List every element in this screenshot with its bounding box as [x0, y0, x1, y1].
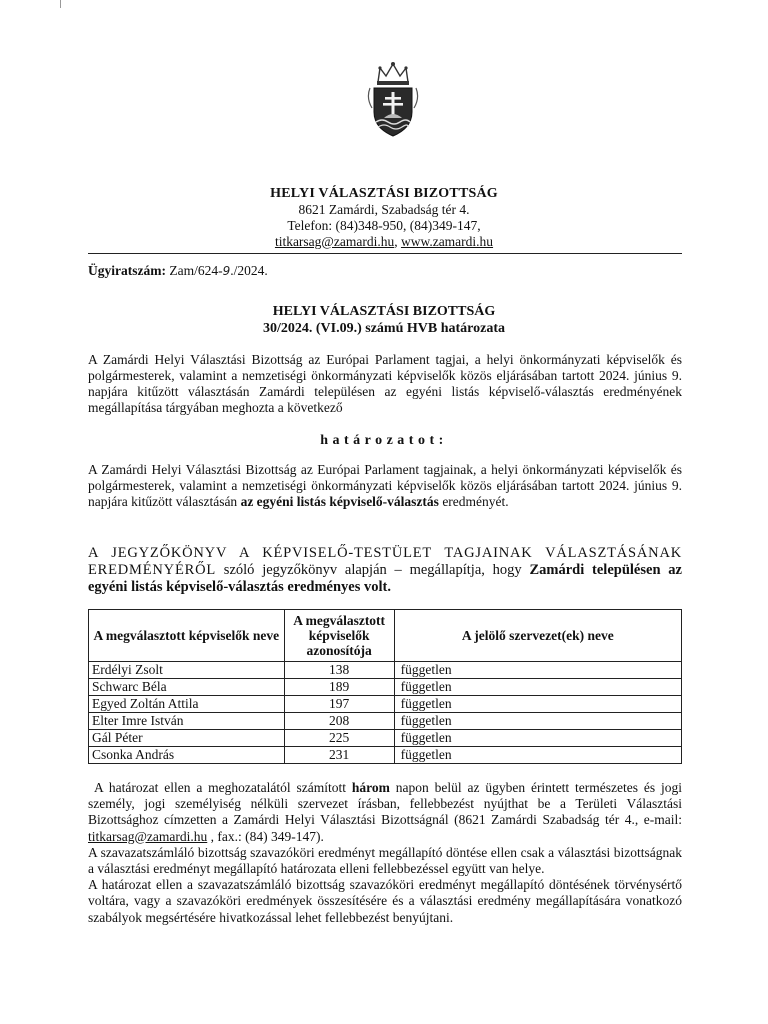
cell-name: Elter Imre István [89, 713, 285, 730]
remedy-section [88, 780, 682, 926]
resolution-title-line1: HELYI VÁLASZTÁSI BIZOTTSÁG [272, 304, 496, 319]
cell-id: 225 [284, 730, 394, 747]
header-id: A megválasztott képviselők azonosítója [284, 610, 394, 662]
intro-paragraph: A Zamárdi Helyi Választási Bizottság az Európai Parlament tagjai, a helyi önkormányzati képviselők és polgármesterek, valamint a nemzetiségi önkormányzati képviselők közös eljárásában tartott 2024. június 9. napjára kitűzött választásán Zamárdi településen az egyéni listás képviselő-választás eredményének megállapítása tárgyában meghozta a következő [88, 352, 682, 415]
resolution-title [0, 303, 768, 337]
cell-id: 208 [284, 713, 394, 730]
case-number-handwritten: 9 [222, 264, 231, 278]
remedy-p1-b: napon belül az ügyben érintett természetes és jogi személy, jogi személyiség nélküli szervezet írásban, fellebbezést nyújthat be a Területi Választási Bizottsághoz címzetten a Zamárdi Helyi Választási Bizottságnál (8621 Zamárdi Szabadság tér 4., e-mail: [88, 780, 683, 828]
cell-name: Schwarc Béla [89, 679, 285, 696]
letterhead-links-separator: , [394, 234, 401, 249]
cell-id: 231 [284, 747, 394, 764]
cell-name: Egyed Zoltán Attila [89, 696, 285, 713]
cell-org: független [394, 662, 681, 679]
header-divider [88, 253, 682, 254]
coat-of-arms-icon [364, 58, 422, 138]
elected-representatives-table [88, 609, 682, 764]
cell-id: 197 [284, 696, 394, 713]
header-org: A jelölő szervezet(ek) neve [394, 610, 681, 662]
table-row [89, 696, 682, 713]
header-name: A megválasztott képviselők neve [89, 610, 285, 662]
letterhead-org: HELYI VÁLASZTÁSI BIZOTTSÁG [270, 186, 498, 201]
cell-org: független [394, 696, 681, 713]
case-number [88, 263, 268, 279]
minutes-paragraph [88, 545, 682, 596]
letterhead-address: 8621 Zamárdi, Szabadság tér 4. [298, 202, 470, 217]
remedy-paragraph-2: A szavazatszámláló bizottság szavazóköri eredményt megállapító döntése ellen csak a választási bizottságnak a választási eredményt megállapító határozata elleni fellebbezéssel együtt van helye. [88, 844, 682, 877]
letterhead-links [0, 234, 768, 250]
remedy-paragraph-1 [88, 780, 682, 845]
table-row [89, 679, 682, 696]
table-header-row [89, 610, 682, 662]
scan-mark [60, 0, 69, 8]
table-row [89, 747, 682, 764]
cell-name: Gál Péter [89, 730, 285, 747]
minutes-caps: A JEGYZŐKÖNYV A KÉPVISELŐ-TESTÜLET TAGJAINAK VÁLASZTÁSÁNAK EREDMÉNYÉRŐL [88, 545, 682, 578]
cell-id: 189 [284, 679, 394, 696]
decision-end: eredményét. [438, 494, 509, 509]
minutes-mid: szóló jegyzőkönyv alapján – megállapítja, hogy [216, 562, 530, 578]
case-number-suffix: ./2024. [230, 263, 268, 278]
decision-paragraph [88, 462, 682, 510]
letterhead-phone: Telefon: (84)348-950, (84)349-147, [287, 218, 481, 233]
cell-name: Csonka András [89, 747, 285, 764]
remedy-paragraph-3: A határozat ellen a szavazatszámláló bizottság szavazóköri eredményt megállapító döntésének törvénysértő voltára, vagy a szavazóköri eredmények összesítésére és a választási eredmény megállapítására vonatkozó szabályok megsértésére hivatkozással lehet fellebbezést benyújtani. [88, 877, 682, 925]
remedy-p1-a: A határozat ellen a meghozatalától számított [94, 780, 352, 795]
cell-name: Erdélyi Zsolt [89, 662, 285, 679]
table-row [89, 730, 682, 747]
letterhead [0, 186, 768, 250]
cell-org: független [394, 730, 681, 747]
decision-text: A Zamárdi Helyi Választási Bizottság az Európai Parlament tagjainak, a helyi önkormányzati képviselők és polgármesterek, valamint a nemzetiségi önkormányzati képviselők közös eljárásában tartott 2024. június 9. napjára kitűzött választásán [88, 462, 682, 509]
decision-heading: határozatot: [320, 433, 448, 448]
case-number-prefix: Zam/624- [165, 263, 223, 278]
cell-org: független [394, 713, 681, 730]
table-row [89, 662, 682, 679]
remedy-email-link[interactable]: titkarsag@zamardi.hu [88, 828, 208, 844]
cell-id: 138 [284, 662, 394, 679]
minutes-bold: Zamárdi településen az egyéni listás képviselő-választás eredményes volt. [88, 562, 682, 595]
letterhead-email-link[interactable]: titkarsag@zamardi.hu [274, 234, 395, 249]
cell-org: független [394, 679, 681, 696]
resolution-title-line2: 30/2024. (VI.09.) számú HVB határozata [262, 321, 505, 336]
decision-bold: az egyéni listás képviselő-választás [240, 494, 439, 509]
table-row [89, 713, 682, 730]
letterhead-website-link[interactable]: www.zamardi.hu [400, 234, 494, 249]
remedy-p1-c: , fax.: (84) 349-147). [207, 828, 324, 844]
cell-org: független [394, 747, 681, 764]
case-number-label: Ügyiratszám: [88, 263, 166, 278]
remedy-p1-bold: három [351, 780, 390, 795]
